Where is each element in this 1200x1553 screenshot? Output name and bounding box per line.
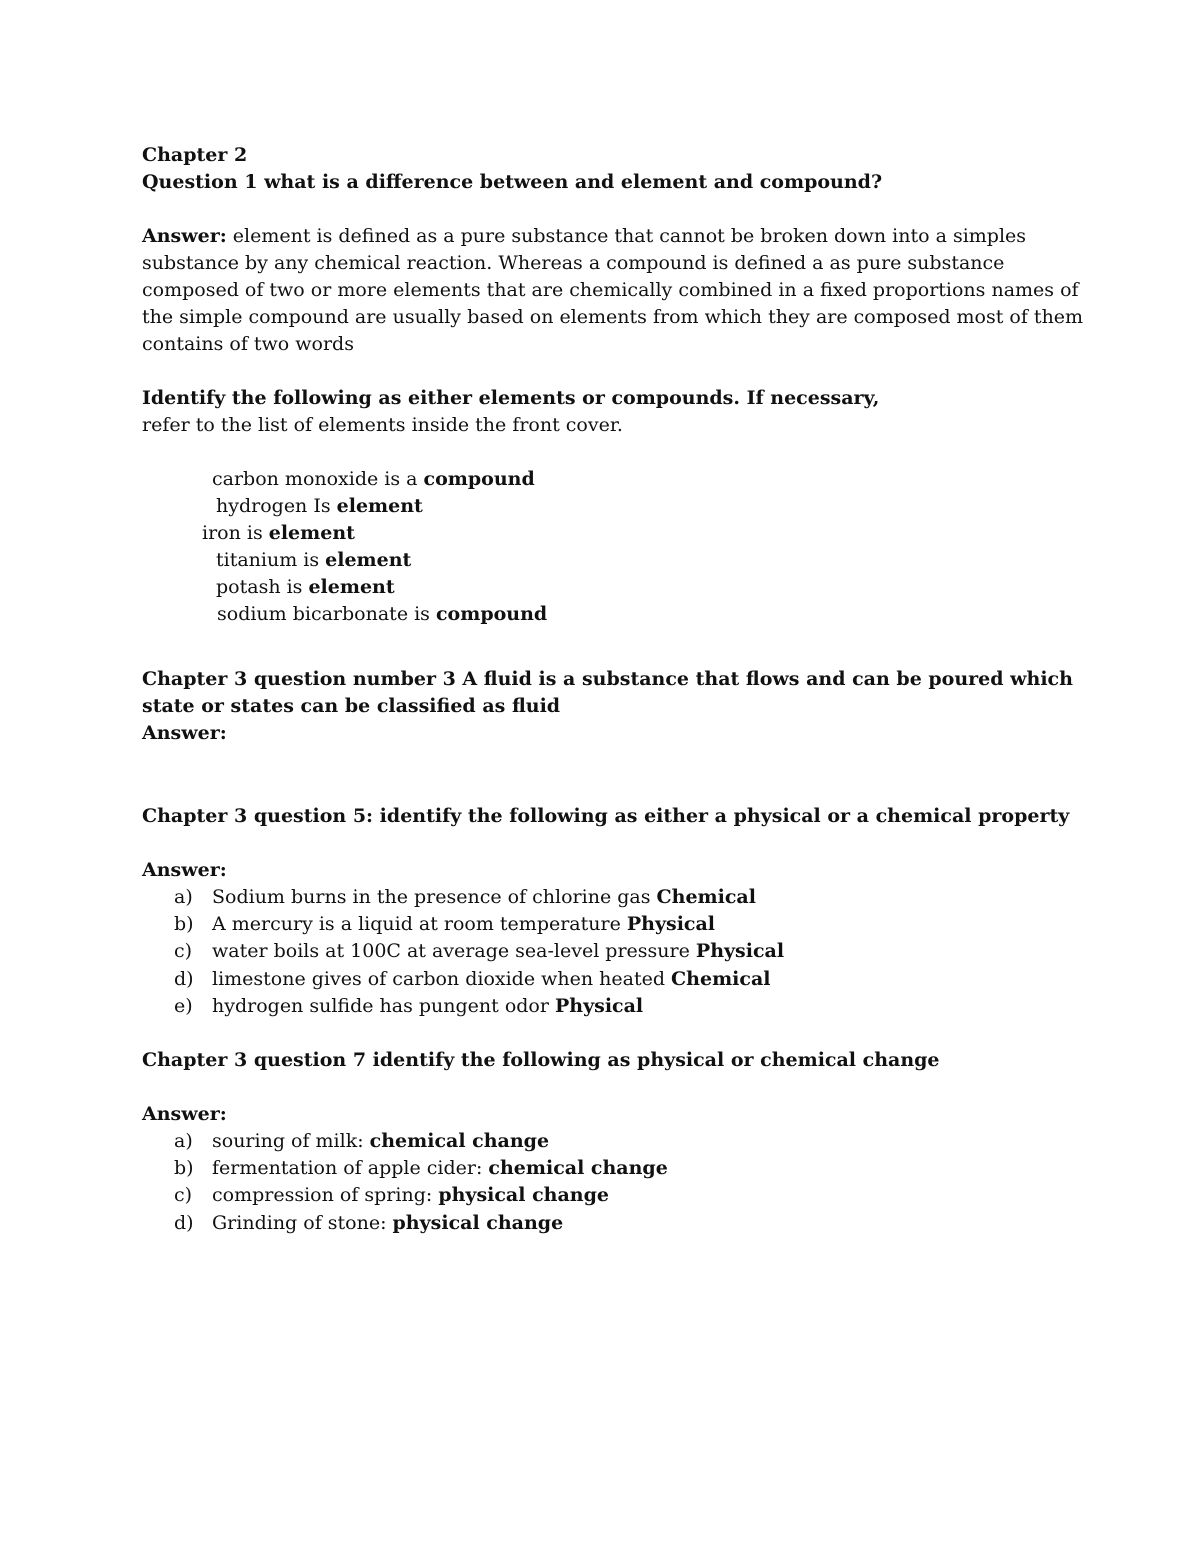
answer-line: element is defined as a pure substance that cannot be broken down into a simples [226,225,1027,247]
identify-instruction-rest: refer to the list of elements inside the front cover. [142,414,623,436]
list-item: potash is element [216,576,395,598]
list-item: d) Grinding of stone: physical change [174,1211,564,1234]
list-item: a) Sodium burns in the presence of chlorine gas Chemical [174,886,756,908]
list-item: b) fermentation of apple cider: chemical change [174,1157,668,1180]
list-item: hydrogen Is element [216,495,423,517]
answer-line: substance by any chemical reaction. Whereas a compound is defined a as pure substance [142,252,1005,274]
chapter-3-question-7: Chapter 3 question 7 identify the following as physical or chemical change [142,1049,940,1072]
list-item: c) water boils at 100C at average sea-level pressure Physical [174,940,785,963]
list-item: titanium is element [216,549,412,571]
question-1: Question 1 what is a difference between and element and compound? [142,171,883,193]
change-list [142,1128,1072,1237]
list-item: sodium bicarbonate is compound [217,603,548,625]
list-item: e) hydrogen sulfide has pungent odor Physical [174,994,644,1017]
answer-line: the simple compound are usually based on elements from which they are composed most of them [142,306,1084,328]
chapter-2-heading: Chapter 2 [142,144,248,166]
list-item: c) compression of spring: physical change [174,1184,609,1207]
chapter-3-question-5: Chapter 3 question 5: identify the following as either a physical or a chemical property [142,805,1070,827]
question-1-answer [142,223,1084,358]
list-item: iron is element [202,522,355,544]
list-item: a) souring of milk: chemical change [174,1130,550,1153]
answer-line: composed of two or more elements that are chemically combined in a fixed proportions names of [142,279,1079,301]
property-list [142,884,1072,1020]
element-compound-list [142,466,1072,628]
chapter-3-question-3: Chapter 3 question number 3 A fluid is a substance that flows and can be poured which [142,668,1073,690]
identify-instruction: Identify the following as either elements or compounds. If necessary, [142,387,880,409]
answer-label: Answer: [142,722,227,744]
document-page [142,142,1084,1237]
answer-line: contains of two words [142,333,354,355]
answer-label: Answer: [142,225,227,247]
chapter-3-question-3-cont: state or states can be classified as fluid [142,695,561,717]
answer-label: Answer: [142,1103,227,1126]
list-item: d) limestone gives of carbon dioxide when heated Chemical [174,967,771,990]
list-item: carbon monoxide is a compound [212,468,535,490]
answer-label: Answer: [142,859,227,881]
list-item: b) A mercury is a liquid at room temperature Physical [174,913,716,936]
